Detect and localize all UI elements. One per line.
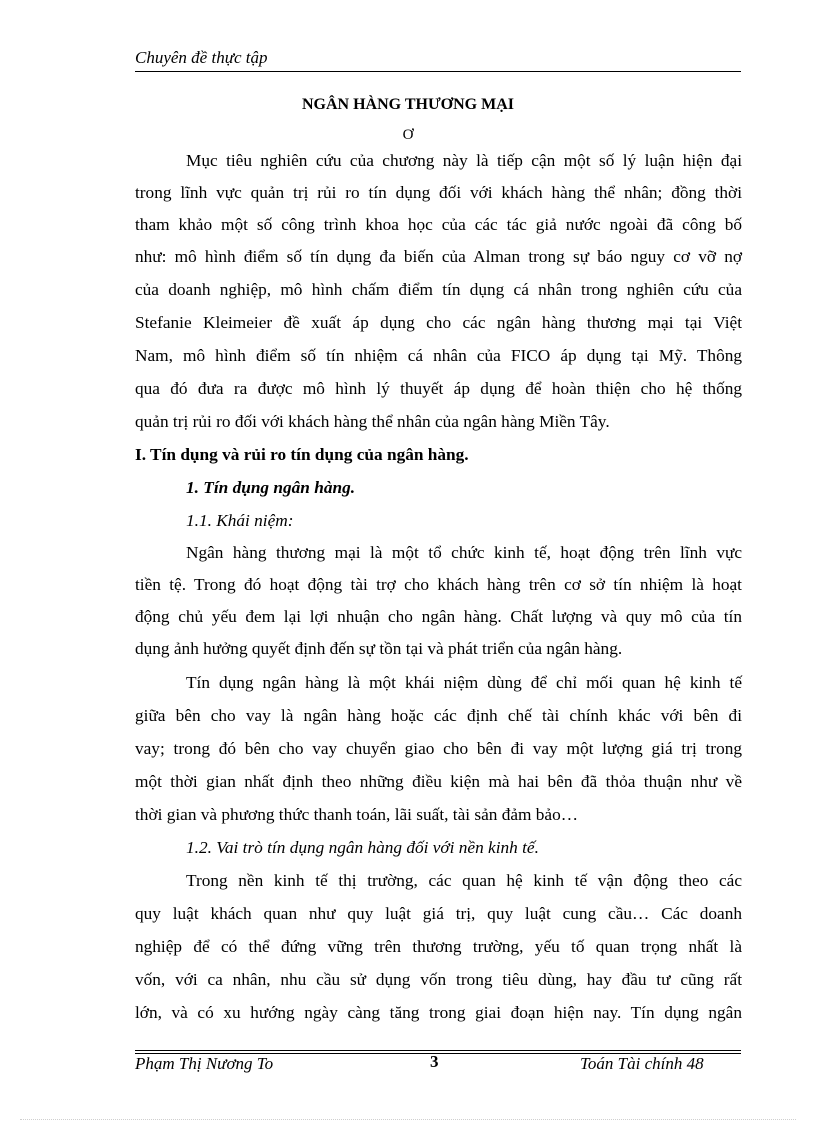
subsection-heading-1-1: 1.1. Khái niệm: bbox=[186, 511, 294, 530]
page-bottom-border bbox=[20, 1119, 796, 1120]
header-divider bbox=[135, 71, 741, 72]
running-header: Chuyên đề thực tập bbox=[135, 48, 268, 67]
intro-line: của doanh nghiệp, mô hình chấm điểm tín dụng cá nhân trong nghiên cứu của bbox=[135, 280, 742, 299]
paragraph-line: Tín dụng ngân hàng là một khái niệm dùng để chỉ mối quan hệ kinh tế bbox=[186, 673, 742, 692]
section-heading-1: 1. Tín dụng ngân hàng. bbox=[186, 478, 356, 497]
footer-divider bbox=[135, 1050, 741, 1051]
footer-class: Toán Tài chính 48 bbox=[580, 1054, 704, 1073]
intro-line: trong lĩnh vực quản trị rủi ro tín dụng đối với khách hàng thể nhân; đồng thời bbox=[135, 183, 742, 202]
intro-line: Nam, mô hình điểm số tín nhiệm cá nhân của FICO áp dụng tại Mỹ. Thông bbox=[135, 346, 742, 365]
section-heading-I: I. Tín dụng và rủi ro tín dụng của ngân hàng. bbox=[135, 445, 469, 464]
paragraph-line: Trong nền kinh tế thị trường, các quan hệ kinh tế vận động theo các bbox=[186, 871, 742, 890]
paragraph-line: nghiệp để có thể đứng vững trên thương trường, yếu tố quan trọng nhất là bbox=[135, 937, 742, 956]
decorative-symbol: Ơ bbox=[402, 127, 414, 143]
paragraph-line: quy luật khách quan như quy luật giá trị, quy luật cung cầu… Các doanh bbox=[135, 904, 742, 923]
paragraph-line: tiền tệ. Trong đó hoạt động tài trợ cho khách hàng trên cơ sở tín nhiệm là hoạt bbox=[135, 575, 742, 594]
intro-line: qua đó đưa ra được mô hình lý thuyết áp dụng để hoàn thiện cho hệ thống bbox=[135, 379, 742, 398]
footer-author: Phạm Thị Nương To bbox=[135, 1054, 274, 1073]
intro-line: tham khảo một số công trình khoa học của các tác giả nước ngoài đã công bố bbox=[135, 215, 742, 234]
paragraph-line: vốn, với ca nhân, nhu cầu sử dụng vốn trong tiêu dùng, hay đầu tư cũng rất bbox=[135, 970, 742, 989]
subsection-heading-1-2: 1.2. Vai trò tín dụng ngân hàng đối với nền kinh tế. bbox=[186, 838, 539, 857]
paragraph-line: giữa bên cho vay là ngân hàng hoặc các định chế tài chính khác với bên đi bbox=[135, 706, 742, 725]
intro-line: Mục tiêu nghiên cứu của chương này là tiếp cận một số lý luận hiện đại bbox=[186, 151, 742, 170]
paragraph-line: một thời gian nhất định theo những điều kiện mà hai bên đã thỏa thuận như về bbox=[135, 772, 742, 791]
page-number: 3 bbox=[430, 1052, 439, 1071]
paragraph-line: dụng ảnh hưởng quyết định đến sự tồn tại và phát triển của ngân hàng. bbox=[135, 639, 623, 658]
intro-line: Stefanie Kleimeier đề xuất áp dụng cho các ngân hàng thương mại tại Việt bbox=[135, 313, 742, 332]
paragraph-line: Ngân hàng thương mại là một tổ chức kinh tế, hoạt động trên lĩnh vực bbox=[186, 543, 742, 562]
chapter-title: NGÂN HÀNG THƯƠNG MẠI bbox=[302, 96, 514, 113]
paragraph-line: thời gian và phương thức thanh toán, lãi suất, tài sản đảm bảo… bbox=[135, 805, 579, 824]
paragraph-line: lớn, và có xu hướng ngày càng tăng trong giai đoạn hiện nay. Tín dụng ngân bbox=[135, 1003, 742, 1022]
intro-line: quản trị rủi ro đối với khách hàng thể nhân của ngân hàng Miền Tây. bbox=[135, 412, 610, 431]
intro-line: như: mô hình điểm số tín dụng đa biến của Alman trong sự báo nguy cơ vỡ nợ bbox=[135, 247, 742, 266]
paragraph-line: động chủ yếu đem lại lợi nhuận cho ngân hàng. Chất lượng và quy mô của tín bbox=[135, 607, 742, 626]
paragraph-line: vay; trong đó bên cho vay chuyển giao cho bên đi vay một lượng giá trị trong bbox=[135, 739, 742, 758]
